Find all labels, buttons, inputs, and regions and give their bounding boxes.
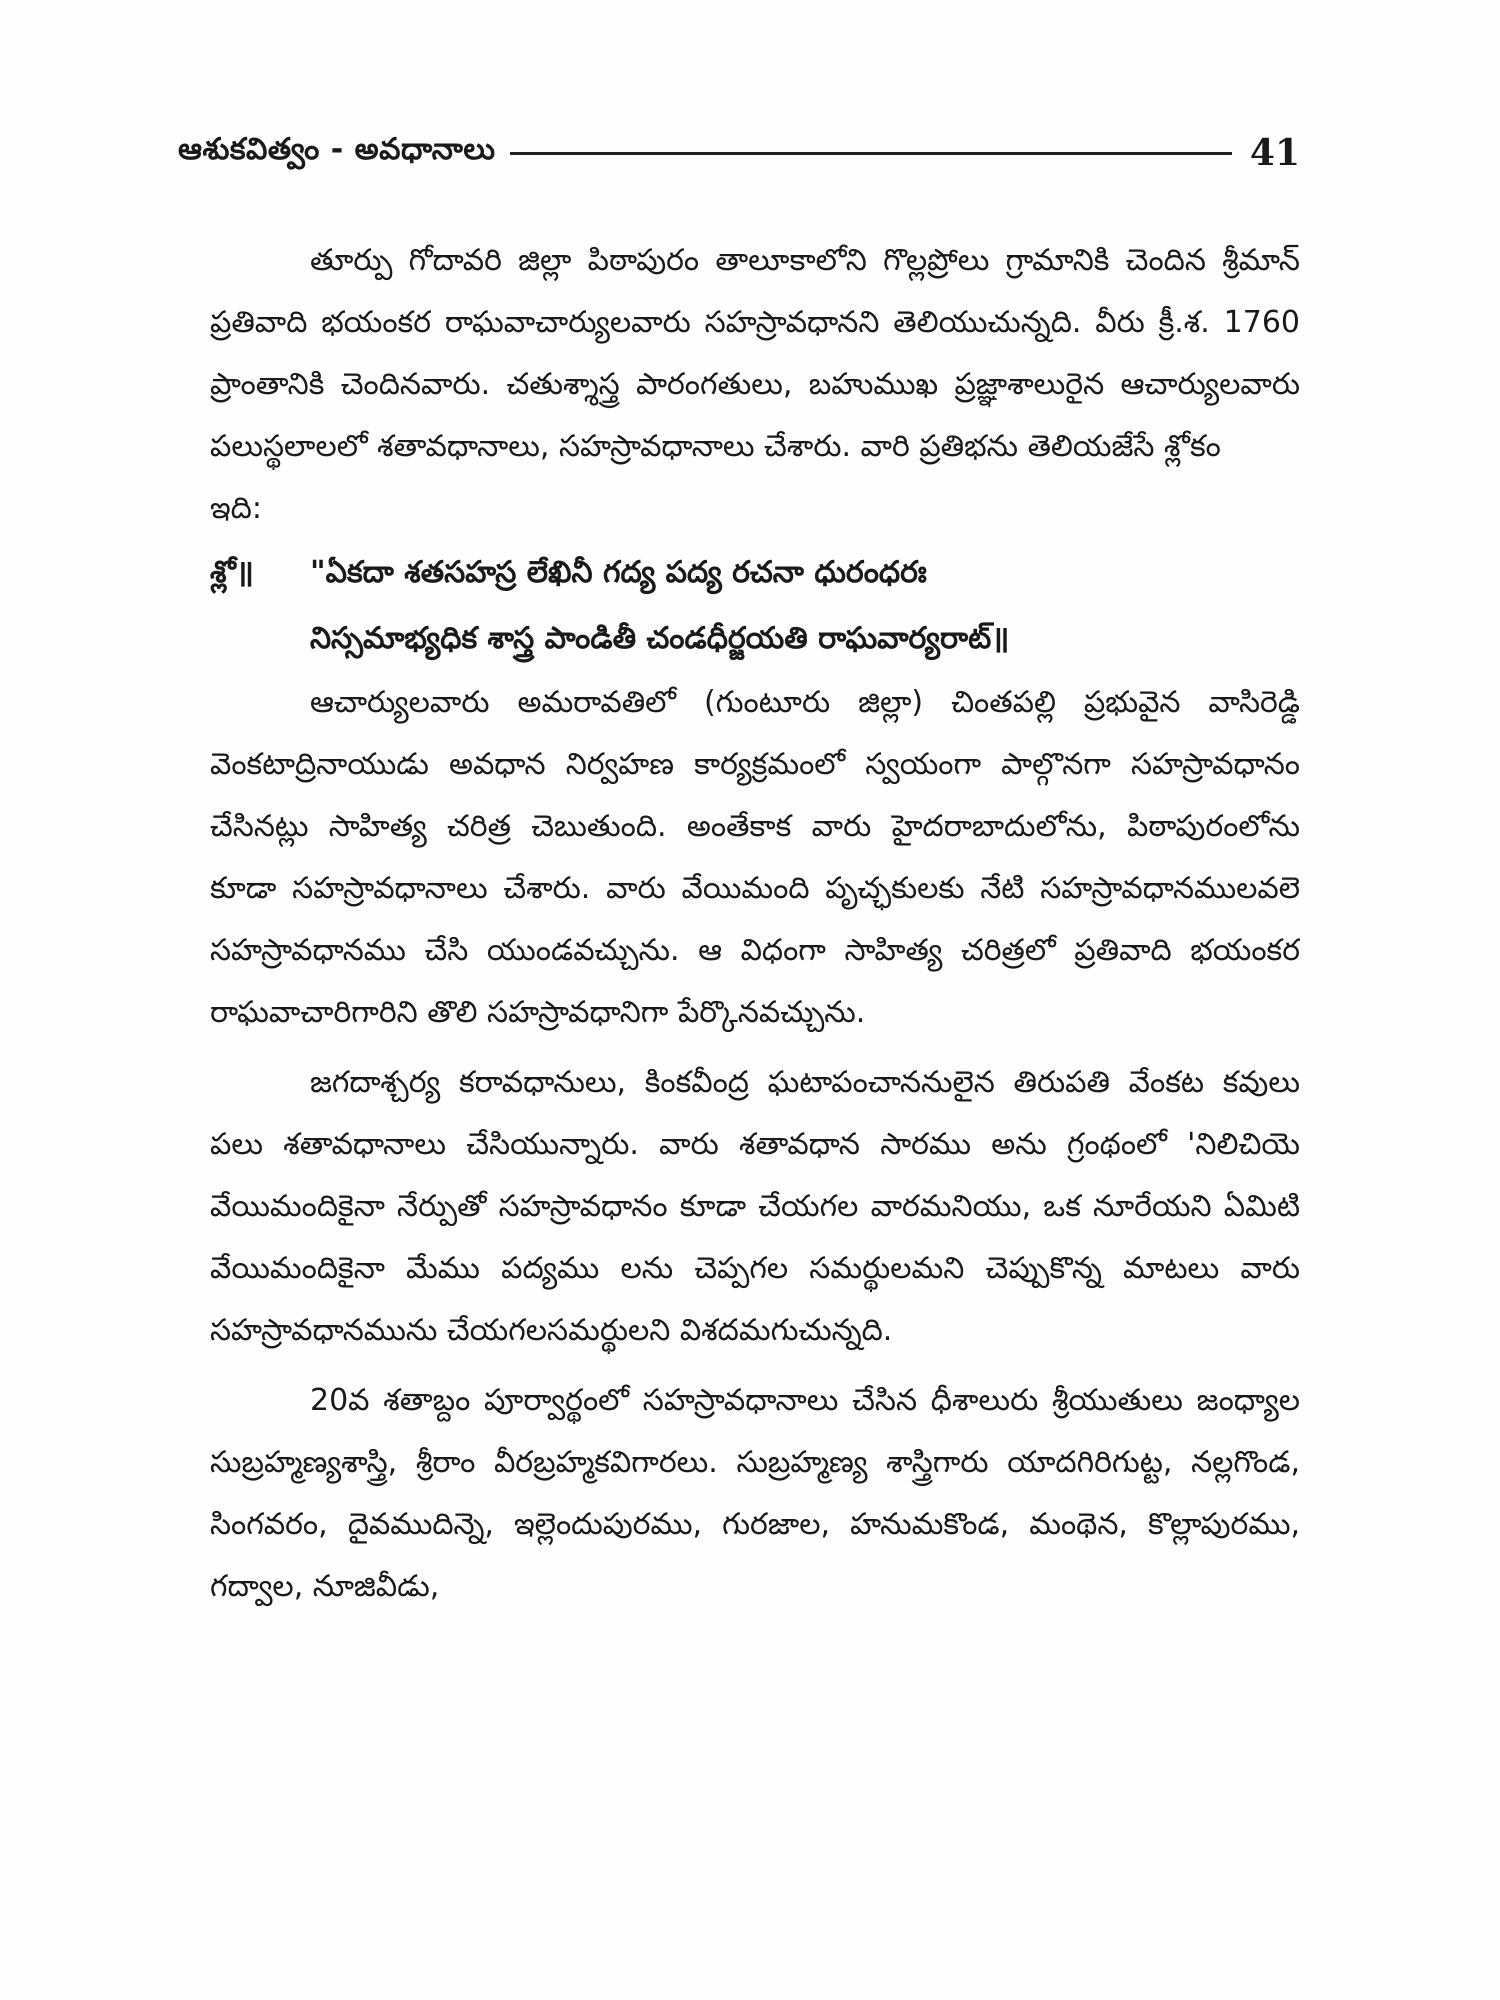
sloka-line-1: "ఏకదా శతసహస్ర లేఖినీ గద్య పద్య రచనా ధురంధరః: [310, 555, 927, 590]
paragraph-1: తూర్పు గోదావరి జిల్లా పిఠాపురం తాలూకాలోని గొల్లప్రోలు గ్రామానికి చెందిన శ్రీమాన్ ప్రతివాది భయంకర రాఘవాచార్యులవారు సహస్రావధానని తెలియుచున్నది. వీరు క్రీ.శ. 1760 ప్రాంతానికి చెందినవారు. చతుశ్శాస్త్ర పారంగతులు, బహుముఖ ప్రజ్ఞాశాలురైన ఆచార్యులవారు పలుస్థలాలలో శతావధానాలు, సహస్రావధానాలు చేశారు. వారి ప్రతిభను తెలియజేసే శ్లోకం: [210, 243, 1300, 464]
sloka-line-2: నిస్సమాభ్యధిక శాస్త్ర పాండితీ చండధీర్జయతి రాఘవార్యరాట్॥: [310, 621, 1010, 656]
sloka-block: [210, 540, 1300, 672]
running-head: ఆశుకవిత్వం - అవధానాలు: [178, 132, 496, 167]
paragraph-3: ఆచార్యులవారు అమరావతిలో (గుంటూరు జిల్లా) చింతపల్లి ప్రభువైన వాసిరెడ్డి వెంకటాద్రినాయుడు అవధాన నిర్వహణ కార్యక్రమంలో స్వయంగా పాల్గొనగా సహస్రావధానం చేసినట్లు సాహిత్య చరిత్ర చెబుతుంది. అంతేకాక వారు హైదరాబాదులోను, పిఠాపురంలోను కూడా సహస్రావధానాలు చేశారు. వారు వేయిమంది పృచ్ఛకులకు నేటి సహస్రావధానములవలె సహస్రావధానము చేసి యుండవచ్చును. ఆ విధంగా సాహిత్య చరిత్రలో ప్రతివాది భయంకర రాఘవాచారిగారిని తొలి సహస్రావధానిగా పేర్కొనవచ్చును.: [210, 685, 1300, 1030]
paragraph-5: 20వ శతాబ్దం పూర్వార్థంలో సహస్రావధానాలు చేసిన ధీశాలురు శ్రీయుతులు జంధ్యాల సుబ్రహ్మణ్యశాస్త్రి, శ్రీరాం వీరబ్రహ్మకవిగారలు. సుబ్రహ్మణ్య శాస్త్రిగారు యాదగిరిగుట్ట, నల్లగొండ, సింగవరం, దైవముదిన్నె, ఇల్లెందుపురము, గురజాల, హనుమకొండ, మంథెన, కొల్లాపురము, గద్వాల, నూజివీడు,: [210, 1383, 1300, 1604]
page-header: [178, 128, 1300, 178]
paragraph-2: ఇది:: [210, 491, 262, 526]
body-text: [210, 230, 1300, 1618]
sloka-marker: శ్లో॥: [210, 555, 254, 590]
paragraph-4: జగదాశ్చర్య కరావధానులు, కింకవీంద్ర ఘటాపంచాననులైన తిరుపతి వేంకట కవులు పలు శతావధానాలు చేసియున్నారు. వారు శతావధాన సారము అను గ్రంథంలో 'నిలిచియె వేయిమందికైనా నేర్పుతో సహస్రావధానం కూడా చేయగల వారమనియు, ఒక నూరేయని ఏమిటి వేయిమందికైనా మేము పద్యము లను చెప్పగల సమర్థులమని చెప్పుకొన్న మాటలు వారు సహస్రావధానమును చేయగలసమర్థులని విశదమగుచున్నది.: [210, 1065, 1300, 1348]
header-rule: [510, 152, 1232, 155]
page-number: 41: [1249, 132, 1300, 174]
